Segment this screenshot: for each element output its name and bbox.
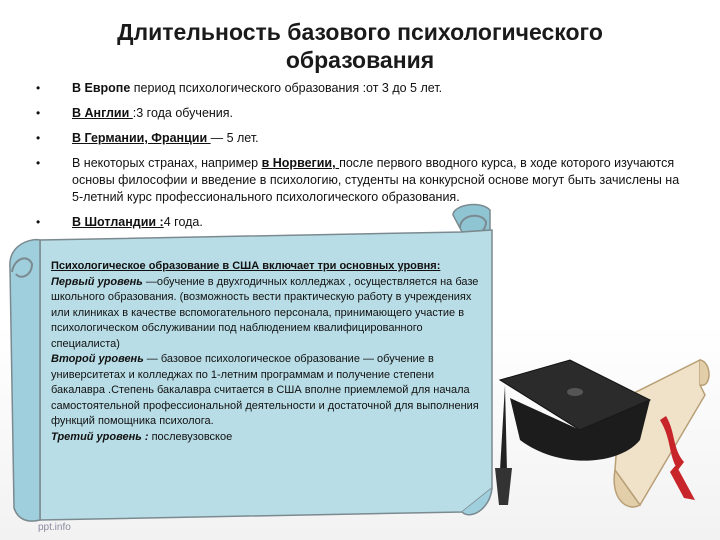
bullet-text: после первого вводного курса, в ходе которого изучаются основы философии и введение в психологию, студенты на конкурсной основе могут быть зачислены на 5-летний курс профессионального психологического образования. — [72, 156, 680, 204]
bullet-text: 4 года. — [163, 215, 203, 229]
bullet-item: • В Шотландии :4 года. — [36, 215, 203, 229]
bullet-lead: в Норвегии, — [261, 156, 340, 170]
bullet-text: :3 года обучения. — [132, 106, 234, 120]
watermark: ppt.info — [38, 522, 71, 533]
bullet-pre: В некоторых странах, например — [72, 156, 262, 170]
level-two — [51, 352, 481, 430]
level-one — [51, 275, 481, 353]
bullet-item: • В Англии :3 года обучения. — [36, 106, 234, 120]
bullet-text: — 5 лет. — [210, 131, 259, 145]
bullet-lead: В Англии — [72, 106, 133, 120]
bullet-item: • В некоторых странах, например в Норвегии, после первого вводного курса, в ходе которого изучаются основы философии и введение в психологию, студенты на конкурсной основе могут быть зачислены на 5-летний курс профессионального психологического образования. — [36, 156, 680, 204]
bullet-item: • В Европе период психологического образования :от 3 до 5 лет. — [36, 81, 443, 95]
scroll-text — [51, 259, 481, 445]
level-three-label: Третий уровень : — [51, 430, 152, 443]
bullet-item: • В Германии, Франции — 5 лет. — [36, 131, 259, 145]
bullet-lead: В Германии, Франции — [72, 131, 211, 145]
level-three-text: послевузовское — [151, 430, 233, 443]
level-one-text: —обучение в двухгодичных колледжах , осуществляется на базе школьного образования. (возможность вести практическую работу в учреждениях или клиниках в качестве вспомогательного персонала, принимающего участие в психологическом обслуживании под наблюдением квалифицированного специалиста) — [51, 275, 479, 350]
scroll-header: Психологическое образование в США включает три основных уровня: — [51, 260, 441, 272]
slide-title: Длительность базового психологического образования — [117, 19, 603, 73]
level-three — [51, 430, 481, 446]
level-one-label: Первый уровень — [51, 275, 146, 288]
level-two-text: — базовое психологическое образование — обучение в университетах и колледжах по 1-летним программам и получение степени бакалавра .Степень бакалавра считается в США вполне приемлемой для начала самостоятельной профессиональной деятельности и достаточной для выполнения функций помощника психолога. — [51, 353, 479, 427]
bullet-lead: В Европе — [72, 81, 131, 95]
bullet-lead: В Шотландии : — [72, 215, 164, 229]
level-two-label: Второй уровень — [51, 353, 147, 365]
bullet-text: период психологического образования :от 3 до 5 лет. — [130, 81, 443, 95]
